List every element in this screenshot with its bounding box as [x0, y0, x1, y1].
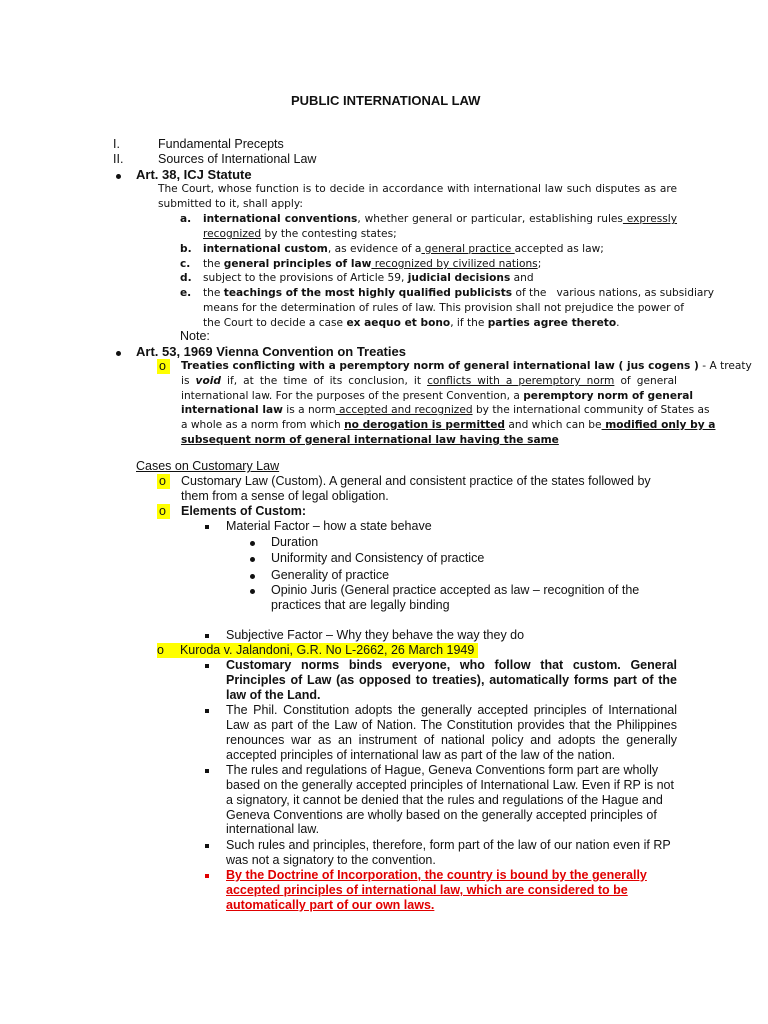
art53-line-4: international law is a norm accepted and recognized by the international community of States as — [181, 404, 710, 416]
art38-intro-line-2: submitted to it, shall apply: — [158, 198, 303, 210]
square-bullet-icon — [205, 844, 209, 848]
material-item-duration: Duration — [271, 535, 319, 549]
material-item-uniformity: Uniformity and Consistency of practice — [271, 551, 485, 565]
art38-heading: Art. 38, ICJ Statute — [136, 167, 252, 182]
item-letter-c: c. — [180, 258, 191, 270]
kuroda-bullet-3-line-1: The rules and regulations of Hague, Geneva Conventions form part are wholly — [226, 763, 659, 777]
art38-intro-line-1: The Court, whose function is to decide in accordance with international law such disputes as are — [158, 183, 677, 195]
item-e-line-2: means for the determination of rules of law. This provision shall not prejudice the power of — [203, 302, 685, 314]
item-letter-e: e. — [180, 287, 192, 299]
outline-num-1: I. — [113, 137, 120, 151]
kuroda-bullet-3-line-3: a signatory, it cannot be denied that the rules and regulations of the Hague and — [226, 793, 663, 807]
kuroda-bullet-4-line-1: Such rules and principles, therefore, form part of the law of our nation even if RP — [226, 838, 671, 852]
item-a-line-1: international conventions, whether general or particular, establishing rules expressly — [203, 213, 678, 225]
kuroda-bullet-3-line-5: international law. — [226, 822, 320, 836]
bullet-dot-icon — [250, 541, 255, 546]
square-bullet-icon — [205, 634, 209, 638]
outline-num-2: II. — [113, 152, 124, 166]
bullet-dot-icon — [250, 574, 255, 579]
kuroda-bullet-4-line-2: was not a signatory to the convention. — [226, 853, 436, 867]
kuroda-bullet-2-line-1: The Phil. Constitution adopts the generally accepted principles of International — [226, 703, 677, 717]
item-e-line-3: the Court to decide a case ex aequo et bono, if the parties agree thereto. — [203, 317, 620, 329]
kuroda-bullet-5-line-3: automatically part of our own laws. — [226, 898, 435, 912]
outline-item-1: Fundamental Precepts — [158, 137, 284, 151]
customary-definition-line-1: Customary Law (Custom). A general and consistent practice of the states followed by — [181, 474, 651, 488]
square-bullet-icon — [205, 769, 209, 773]
subjective-factor: Subjective Factor – Why they behave the way they do — [226, 628, 525, 642]
sub-bullet-o-icon: o — [157, 474, 170, 489]
bullet-dot-icon — [250, 589, 255, 594]
item-d-text: subject to the provisions of Article 59, judicial decisions and — [203, 272, 534, 284]
kuroda-bullet-1-line-3: law of the Land. — [226, 688, 321, 702]
kuroda-bullet-2-line-4: accepted principles of international law as part of the law of the nation. — [226, 748, 616, 762]
kuroda-bullet-2-line-3: renounces war as an instrument of national policy and adopts the generally — [226, 733, 677, 747]
opinio-juris-line-1: Opinio Juris (General practice accepted as law – recognition of the — [271, 583, 640, 597]
item-c-text: the general principles of law recognized by civilized nations; — [203, 258, 542, 270]
item-letter-d: d. — [180, 272, 192, 284]
kuroda-bullet-5-line-1: By the Doctrine of Incorporation, the country is bound by the generally — [226, 868, 647, 882]
kuroda-bullet-3-line-2: based on the generally accepted principles of International Law. Even if RP is not — [226, 778, 674, 792]
customary-heading: Cases on Customary Law — [136, 459, 280, 473]
kuroda-bullet-5-line-2: accepted principles of international law, which are considered to be — [226, 883, 628, 897]
kuroda-bullet-3-line-4: Geneva Conventions are wholly based on the generally accepted principles of — [226, 808, 657, 822]
sub-bullet-o-icon: o — [157, 504, 170, 519]
material-item-generality: Generality of practice — [271, 568, 390, 582]
art53-line-3: international law. For the purposes of the present Convention, a peremptory norm of general — [181, 390, 694, 402]
outline-item-2: Sources of International Law — [158, 152, 317, 166]
item-a-line-2: recognized by the contesting states; — [203, 228, 397, 240]
elements-heading: Elements of Custom: — [181, 504, 307, 518]
customary-definition-line-2: them from a sense of legal obligation. — [181, 489, 389, 503]
art53-line-2: is void if, at the time of its conclusion, it conflicts with a peremptory norm of general — [181, 375, 677, 387]
square-bullet-icon — [205, 525, 209, 529]
art53-line-1: Treaties conflicting with a peremptory norm of general international law ( jus cogens ) - A treaty — [181, 360, 752, 372]
item-b-text: international custom, as evidence of a general practice accepted as law; — [203, 243, 604, 255]
art53-line-5: a whole as a norm from which no derogation is permitted and which can be modified only by a — [181, 419, 716, 431]
square-bullet-icon — [205, 664, 209, 668]
item-letter-a: a. — [180, 213, 192, 225]
bullet-dot-icon — [250, 557, 255, 562]
kuroda-bullet-1-line-1: Customary norms binds everyone, who follow that custom. General — [226, 658, 677, 672]
bullet-dot-icon — [116, 174, 121, 179]
opinio-juris-line-2: practices that are legally binding — [271, 598, 450, 612]
material-factor: Material Factor – how a state behave — [226, 519, 432, 533]
square-bullet-icon — [205, 709, 209, 713]
sub-bullet-o-icon: o — [157, 359, 170, 374]
kuroda-bullet-2-line-2: Law as part of the Law of Nation. The Constitution provides that the Philippines — [226, 718, 677, 732]
item-letter-b: b. — [180, 243, 192, 255]
bullet-dot-icon — [116, 351, 121, 356]
square-bullet-red-icon — [205, 874, 209, 878]
art53-heading: Art. 53, 1969 Vienna Convention on Treaties — [136, 344, 406, 359]
page-title: PUBLIC INTERNATIONAL LAW — [291, 93, 481, 108]
art53-line-6: subsequent norm of general international law having the same — [181, 434, 559, 446]
item-e-line-1: the teachings of the most highly qualified publicists of the various nations, as subsidiary — [203, 287, 715, 299]
note-label: Note: — [180, 329, 210, 343]
kuroda-bullet-1-line-2: Principles of Law (as opposed to treaties), automatically forms part of the — [226, 673, 677, 687]
kuroda-case-heading: o Kuroda v. Jalandoni, G.R. No L-2662, 26 March 1949 — [157, 643, 478, 658]
